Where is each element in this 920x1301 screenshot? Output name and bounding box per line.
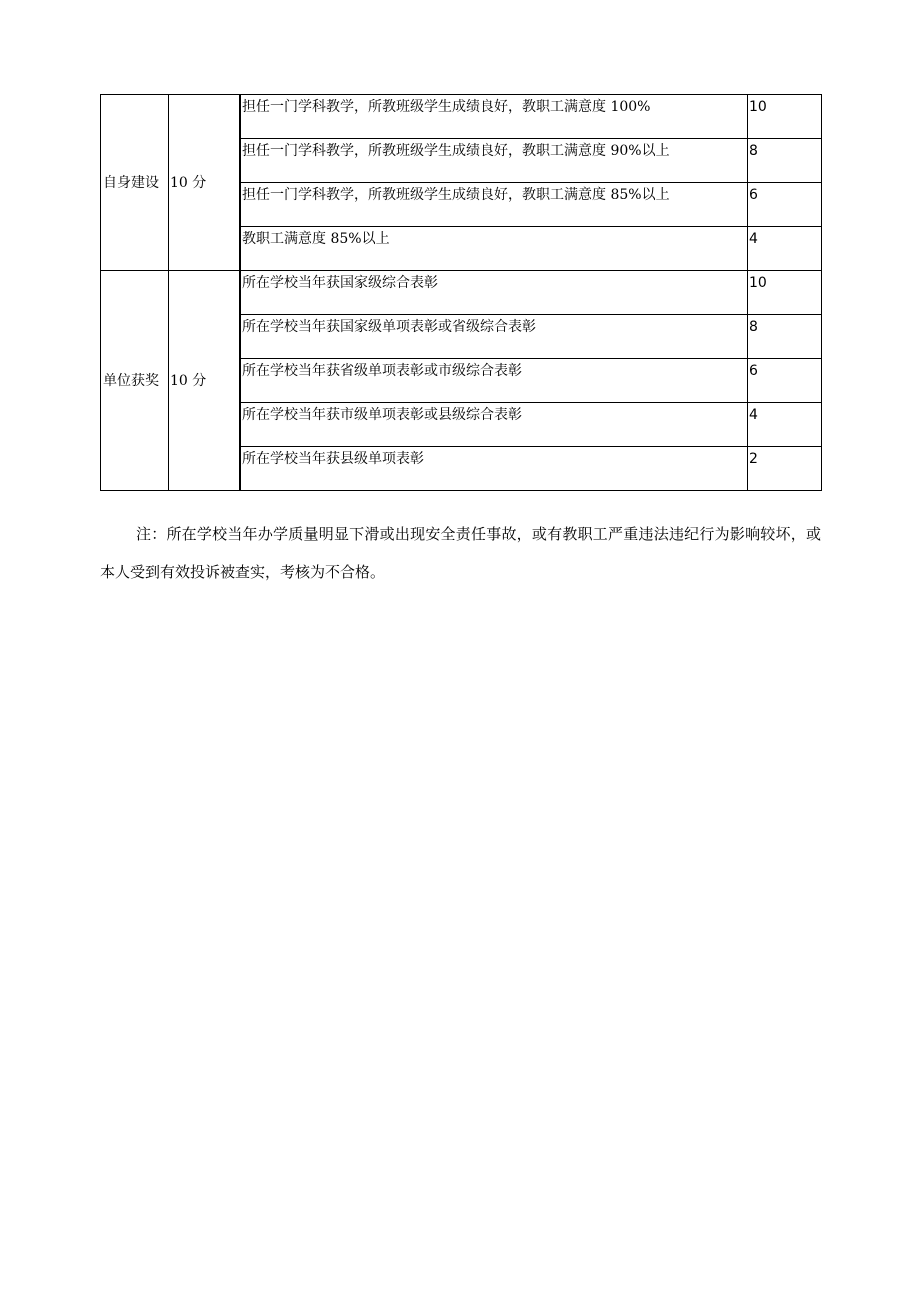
criterion-cell: 所在学校当年获国家级单项表彰或省级综合表彰 bbox=[241, 315, 748, 359]
criterion-cell: 担任一门学科教学，所教班级学生成绩良好，教职工满意度 100% bbox=[241, 95, 748, 139]
points-cell: 4 bbox=[748, 227, 822, 271]
score-cell: 10 分 bbox=[169, 271, 240, 491]
points-cell: 6 bbox=[748, 183, 822, 227]
points-cell: 8 bbox=[748, 315, 822, 359]
criterion-cell: 担任一门学科教学，所教班级学生成绩良好，教职工满意度 85%以上 bbox=[241, 183, 748, 227]
points-cell: 10 bbox=[748, 271, 822, 315]
points-cell: 4 bbox=[748, 403, 822, 447]
category-cell: 自身建设 bbox=[101, 95, 169, 271]
table-row bbox=[101, 271, 822, 315]
criterion-cell: 教职工满意度 85%以上 bbox=[241, 227, 748, 271]
points-cell: 10 bbox=[748, 95, 822, 139]
footnote: 注：所在学校当年办学质量明显下滑或出现安全责任事故，或有教职工严重违法违纪行为影响较坏，或本人受到有效投诉被查实，考核为不合格。 bbox=[100, 525, 821, 581]
table-row bbox=[101, 95, 822, 139]
criterion-cell: 所在学校当年获国家级综合表彰 bbox=[241, 271, 748, 315]
criterion-cell: 担任一门学科教学，所教班级学生成绩良好，教职工满意度 90%以上 bbox=[241, 139, 748, 183]
criterion-cell: 所在学校当年获省级单项表彰或市级综合表彰 bbox=[241, 359, 748, 403]
points-cell: 2 bbox=[748, 447, 822, 491]
points-cell: 8 bbox=[748, 139, 822, 183]
score-cell: 10 分 bbox=[169, 95, 240, 271]
category-cell: 单位获奖 bbox=[101, 271, 169, 491]
assessment-table bbox=[100, 94, 822, 491]
criterion-cell: 所在学校当年获县级单项表彰 bbox=[241, 447, 748, 491]
criterion-cell: 所在学校当年获市级单项表彰或县级综合表彰 bbox=[241, 403, 748, 447]
points-cell: 6 bbox=[748, 359, 822, 403]
